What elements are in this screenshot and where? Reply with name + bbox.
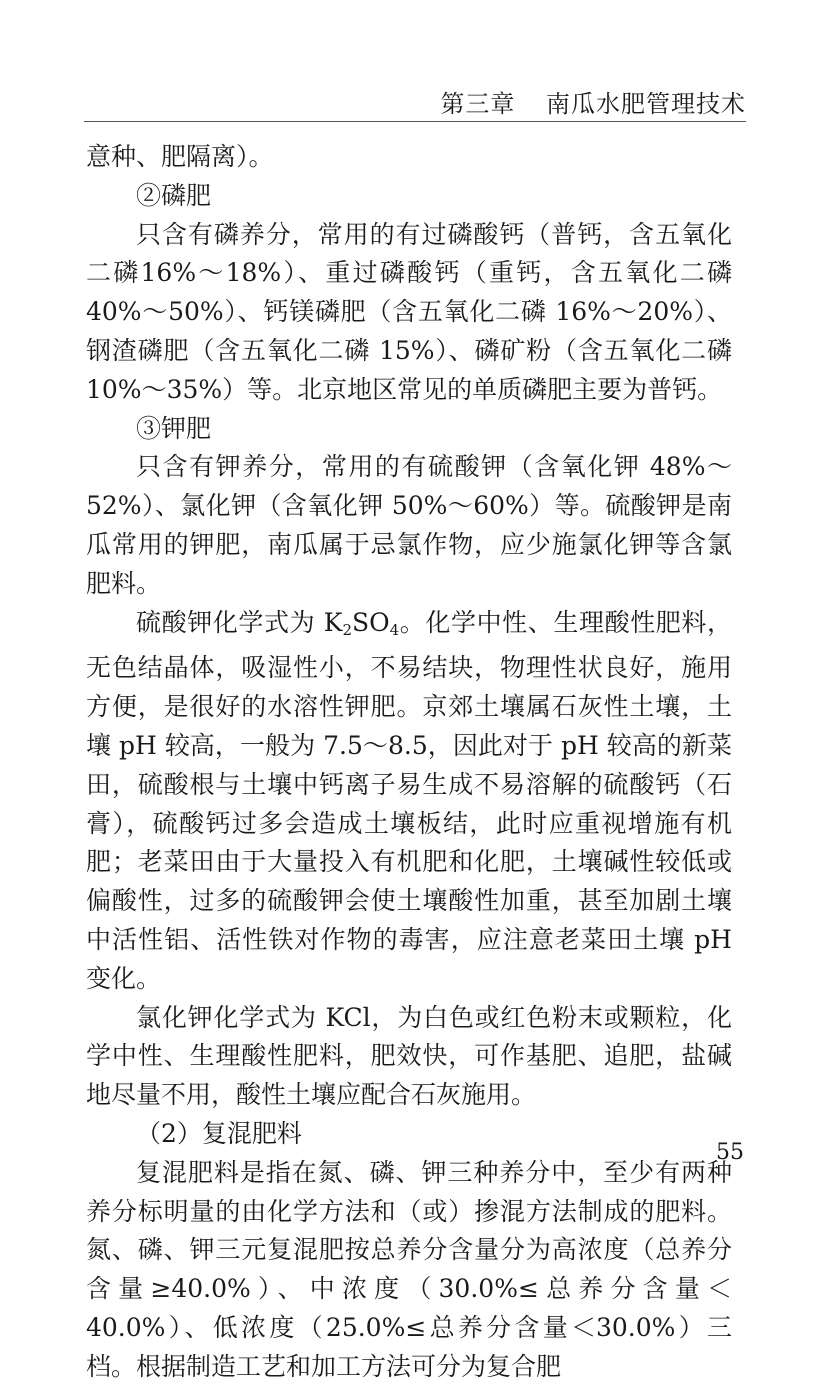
subscript: 2 xyxy=(342,620,352,639)
paragraph-potash: 只含有钾养分，常用的有硫酸钾（含氧化钾 48%～52%）、氯化钾（含氧化钾 50%～60%）等。硫酸钾是南瓜常用的钾肥，南瓜属于忌氯作物，应少施氯化钾等含氯肥料。 xyxy=(86,452,732,598)
paragraph-potassium-chloride: 氯化钾化学式为 KCl，为白色或红色粉末或颗粒，化学中性、生理酸性肥料，肥效快，可作基肥、追肥，盐碱地尽量不用，酸性土壤应配合石灰施用。 xyxy=(86,1002,732,1110)
paragraph-continuation: 意种、肥隔离）。 xyxy=(86,142,274,171)
formula-prefix: 硫酸钾化学式为 K xyxy=(136,607,343,637)
paragraph-phosphate: 只含有磷养分，常用的有过磷酸钙（普钙，含五氧化二磷16%～18%）、重过磷酸钙（重钙，含五氧化二磷 40%～50%）、钙镁磷肥（含五氧化二磷 16%～20%）、钢渣磷肥（含五氧化二磷 15%）、磷矿粉（含五氧化二磷 10%～35%）等。北京地区常见的单质磷肥主要为普钙。 xyxy=(86,219,732,404)
page-number: 55 xyxy=(716,1140,744,1165)
formula-mid: SO xyxy=(352,607,390,637)
heading-phosphate-fertilizer: ②磷肥 xyxy=(136,180,212,210)
formula-suffix: 。化学中性、生理酸性肥料，无色结晶体，吸湿性小，不易结块，物理性状良好，施用方便，是很好的水溶性钾肥。京郊土壤属石灰性土壤，土壤 pH 较高，一般为 7.5～8.5，因此对于 pH 较高的新菜田，硫酸根与土壤中钙离子易生成不易溶解的硫酸钙（石膏），硫酸钙过多会造成土壤板结，此时应重视增施有机肥；老菜田由于大量投入有机肥和化肥，土壤碱性较低或偏酸性，过多的硫酸钾会使土壤酸性加重，甚至加剧土壤中活性铝、活性铁对作物的毒害，应注意老菜田土壤 pH 变化。 xyxy=(86,607,732,993)
header-rule xyxy=(84,121,746,122)
chapter-title: 南瓜水肥管理技术 xyxy=(546,90,746,118)
subscript: 4 xyxy=(389,620,400,639)
heading-compound-fertilizer: （2）复混肥料 xyxy=(136,1118,302,1148)
running-header xyxy=(440,84,746,119)
paragraph-potassium-sulfate xyxy=(86,604,732,999)
paragraph-compound: 复混肥料是指在氮、磷、钾三种养分中，至少有两种养分标明量的由化学方法和（或）掺混方法制成的肥料。氮、磷、钾三元复混肥按总养分含量分为高浓度（总养分含量≥40.0%）、中浓度（30.0%≤总养分含量＜40.0%）、低浓度（25.0%≤总养分含量＜30.0%）三档。根据制造工艺和加工方法可分为复合肥 xyxy=(86,1157,732,1381)
page-body xyxy=(86,138,732,1387)
chapter-label: 第三章 xyxy=(440,90,516,118)
heading-potash-fertilizer: ③钾肥 xyxy=(136,413,212,443)
